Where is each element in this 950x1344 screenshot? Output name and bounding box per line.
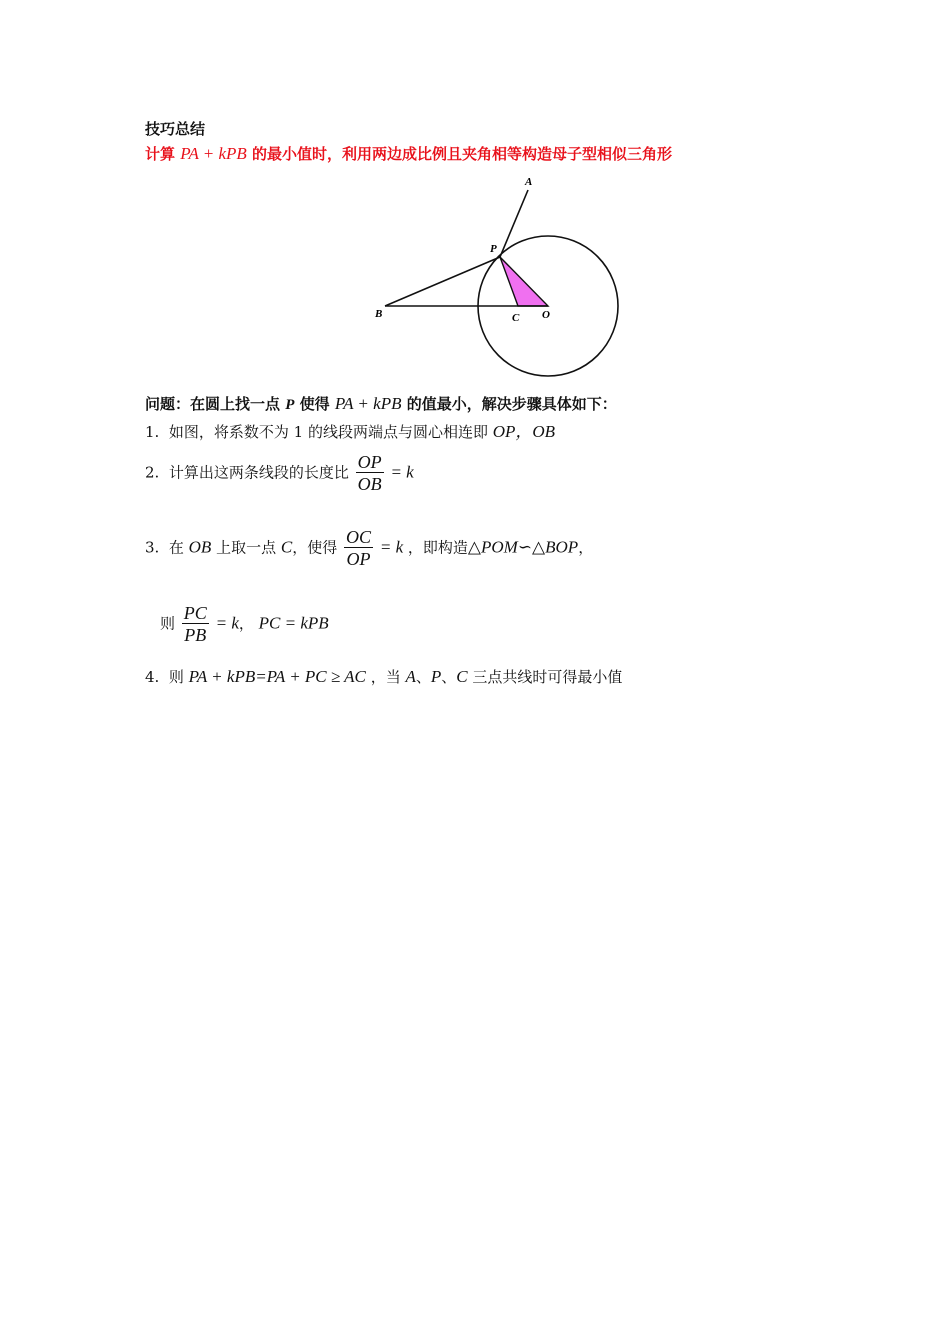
label-B: B <box>375 308 383 320</box>
subtitle-expr: PA + kPB <box>180 144 247 163</box>
label-P: P <box>490 243 497 255</box>
step-3: 3. 在 OB 上取一点 C，使得 $\frac{OC}{OP}$ = k ，即构造△POM∽△BOP， <box>145 527 594 569</box>
subtitle-prefix: 计算 <box>145 145 176 163</box>
heading: 技巧总结 <box>145 120 206 138</box>
geometry-figure <box>0 0 950 400</box>
step-2: 2. 计算出这两条线段的长度比 $\frac{OP}{OB}$ = k <box>145 452 414 494</box>
step-4: 4. 则 PA + kPB=PA + PC ≥ AC ，当 A、P、C 三点共线时可得最小值 <box>145 667 623 686</box>
problem-point: P <box>285 397 295 413</box>
fraction-OP-OB: $\frac{OP}{OB}$ <box>357 452 382 494</box>
step-1: 1. 如图，将系数不为 1 的线段两端点与圆心相连即 OP，OB <box>145 422 556 441</box>
subtitle-suffix: 的最小值时，利用两边成比例且夹角相等构造母子型相似三角形 <box>252 145 673 163</box>
label-O: O <box>542 309 550 321</box>
step-3-conclusion: 则 $\frac{PC}{PB}$ = k， PC = kPB <box>160 603 329 645</box>
fraction-OC-OP: $\frac{OC}{OP}$ <box>346 527 372 569</box>
problem-statement: 问题：在圆上找一点 P 使得 PA + kPB 的值最小，解决步骤具体如下： <box>145 394 617 413</box>
label-A: A <box>525 176 533 188</box>
segment-PA <box>500 190 528 257</box>
fraction-PC-PB: $\frac{PC}{PB}$ <box>183 603 207 645</box>
label-C: C <box>512 312 520 324</box>
shaded-triangle-PCO <box>500 257 548 306</box>
